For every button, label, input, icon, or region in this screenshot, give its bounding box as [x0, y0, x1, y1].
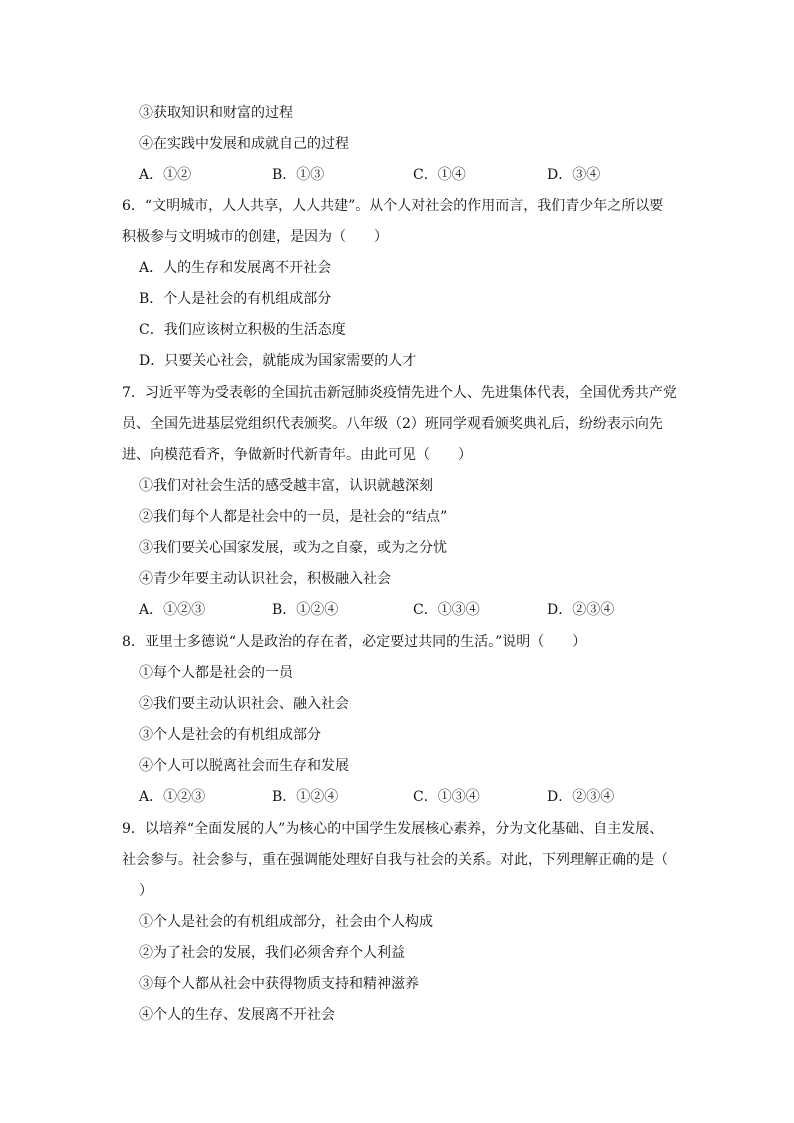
q8-item-2: ②我们要主动认识社会、融入社会 [139, 696, 349, 712]
q7-item-4: ④青少年要主动认识社会，积极融入社会 [139, 571, 391, 587]
q6-option-c[interactable]: C．我们应该树立积极的生活态度 [139, 322, 346, 338]
q8-option-d[interactable]: D．②③④ [547, 789, 615, 805]
q9-item-2: ②为了社会的发展，我们必须舍弃个人利益 [139, 945, 405, 961]
q6-stem-line2: 积极参与文明城市的创建，是因为（ ） [122, 229, 388, 245]
q7-item-3: ③我们要关心国家发展，或为之自豪，或为之分忧 [139, 540, 447, 556]
q9-stem-line3: ） [139, 883, 153, 899]
q7-stem-line1: 7．习近平等为受表彰的全国抗击新冠肺炎疫情先进个人、先进集体代表，全国优秀共产党 [122, 385, 677, 401]
q8-item-1: ①每个人都是社会的一员 [139, 665, 293, 681]
q6-stem-line1: 6．“文明城市，人人共享，人人共建”。从个人对社会的作用而言，我们青少年之所以要 [122, 198, 664, 214]
q9-stem-line2: 社会参与。社会参与，重在强调能处理好自我与社会的关系。对此，下列理解正确的是（ [122, 852, 668, 868]
q9-item-3: ③每个人都从社会中获得物质支持和精神滋养 [139, 976, 419, 992]
q6-option-a[interactable]: A．人的生存和发展离不开社会 [139, 260, 332, 276]
q5-option-b[interactable]: B．①③ [272, 167, 325, 183]
q7-option-c[interactable]: C．①③④ [413, 602, 480, 618]
q8-item-4: ④个人可以脱离社会而生存和发展 [139, 758, 349, 774]
q9-item-1: ①个人是社会的有机组成部分，社会由个人构成 [139, 914, 433, 930]
q8-item-3: ③个人是社会的有机组成部分 [139, 727, 321, 743]
q7-option-a[interactable]: A．①②③ [139, 602, 206, 618]
q5-option-a[interactable]: A．①② [139, 167, 192, 183]
q7-option-b[interactable]: B．①②④ [272, 602, 339, 618]
q5-option-c[interactable]: C．①④ [413, 167, 466, 183]
q7-stem-line3: 进、向模范看齐，争做新时代新青年。由此可见（ ） [122, 447, 472, 463]
q5-option-d[interactable]: D．③④ [547, 167, 601, 183]
q8-option-a[interactable]: A．①②③ [139, 789, 206, 805]
q6-option-d[interactable]: D．只要关心社会，就能成为国家需要的人才 [139, 353, 417, 369]
q6-option-b[interactable]: B．个人是社会的有机组成部分 [139, 291, 332, 307]
q8-option-b[interactable]: B．①②④ [272, 789, 339, 805]
q8-option-c[interactable]: C．①③④ [413, 789, 480, 805]
q7-item-2: ②我们每个人都是社会中的一员，是社会的“结点” [139, 509, 448, 525]
q7-stem-line2: 员、全国先进基层党组织代表颁奖。八年级（2）班同学观看颁奖典礼后，纷纷表示向先 [122, 416, 663, 432]
q7-item-1: ①我们对社会生活的感受越丰富，认识就越深刻 [139, 478, 433, 494]
q8-stem-line1: 8．亚里士多德说“人是政治的存在者，必定要过共同的生活。”说明（ ） [122, 634, 587, 650]
q9-stem-line1: 9．以培养“全面发展的人”为核心的中国学生发展核心素养，分为文化基础、自主发展、 [122, 821, 664, 837]
q5-item-4: ④在实践中发展和成就自己的过程 [139, 136, 349, 152]
q9-item-4: ④个人的生存、发展离不开社会 [139, 1007, 335, 1023]
q5-item-3: ③获取知识和财富的过程 [139, 105, 293, 121]
q7-option-d[interactable]: D．②③④ [547, 602, 615, 618]
